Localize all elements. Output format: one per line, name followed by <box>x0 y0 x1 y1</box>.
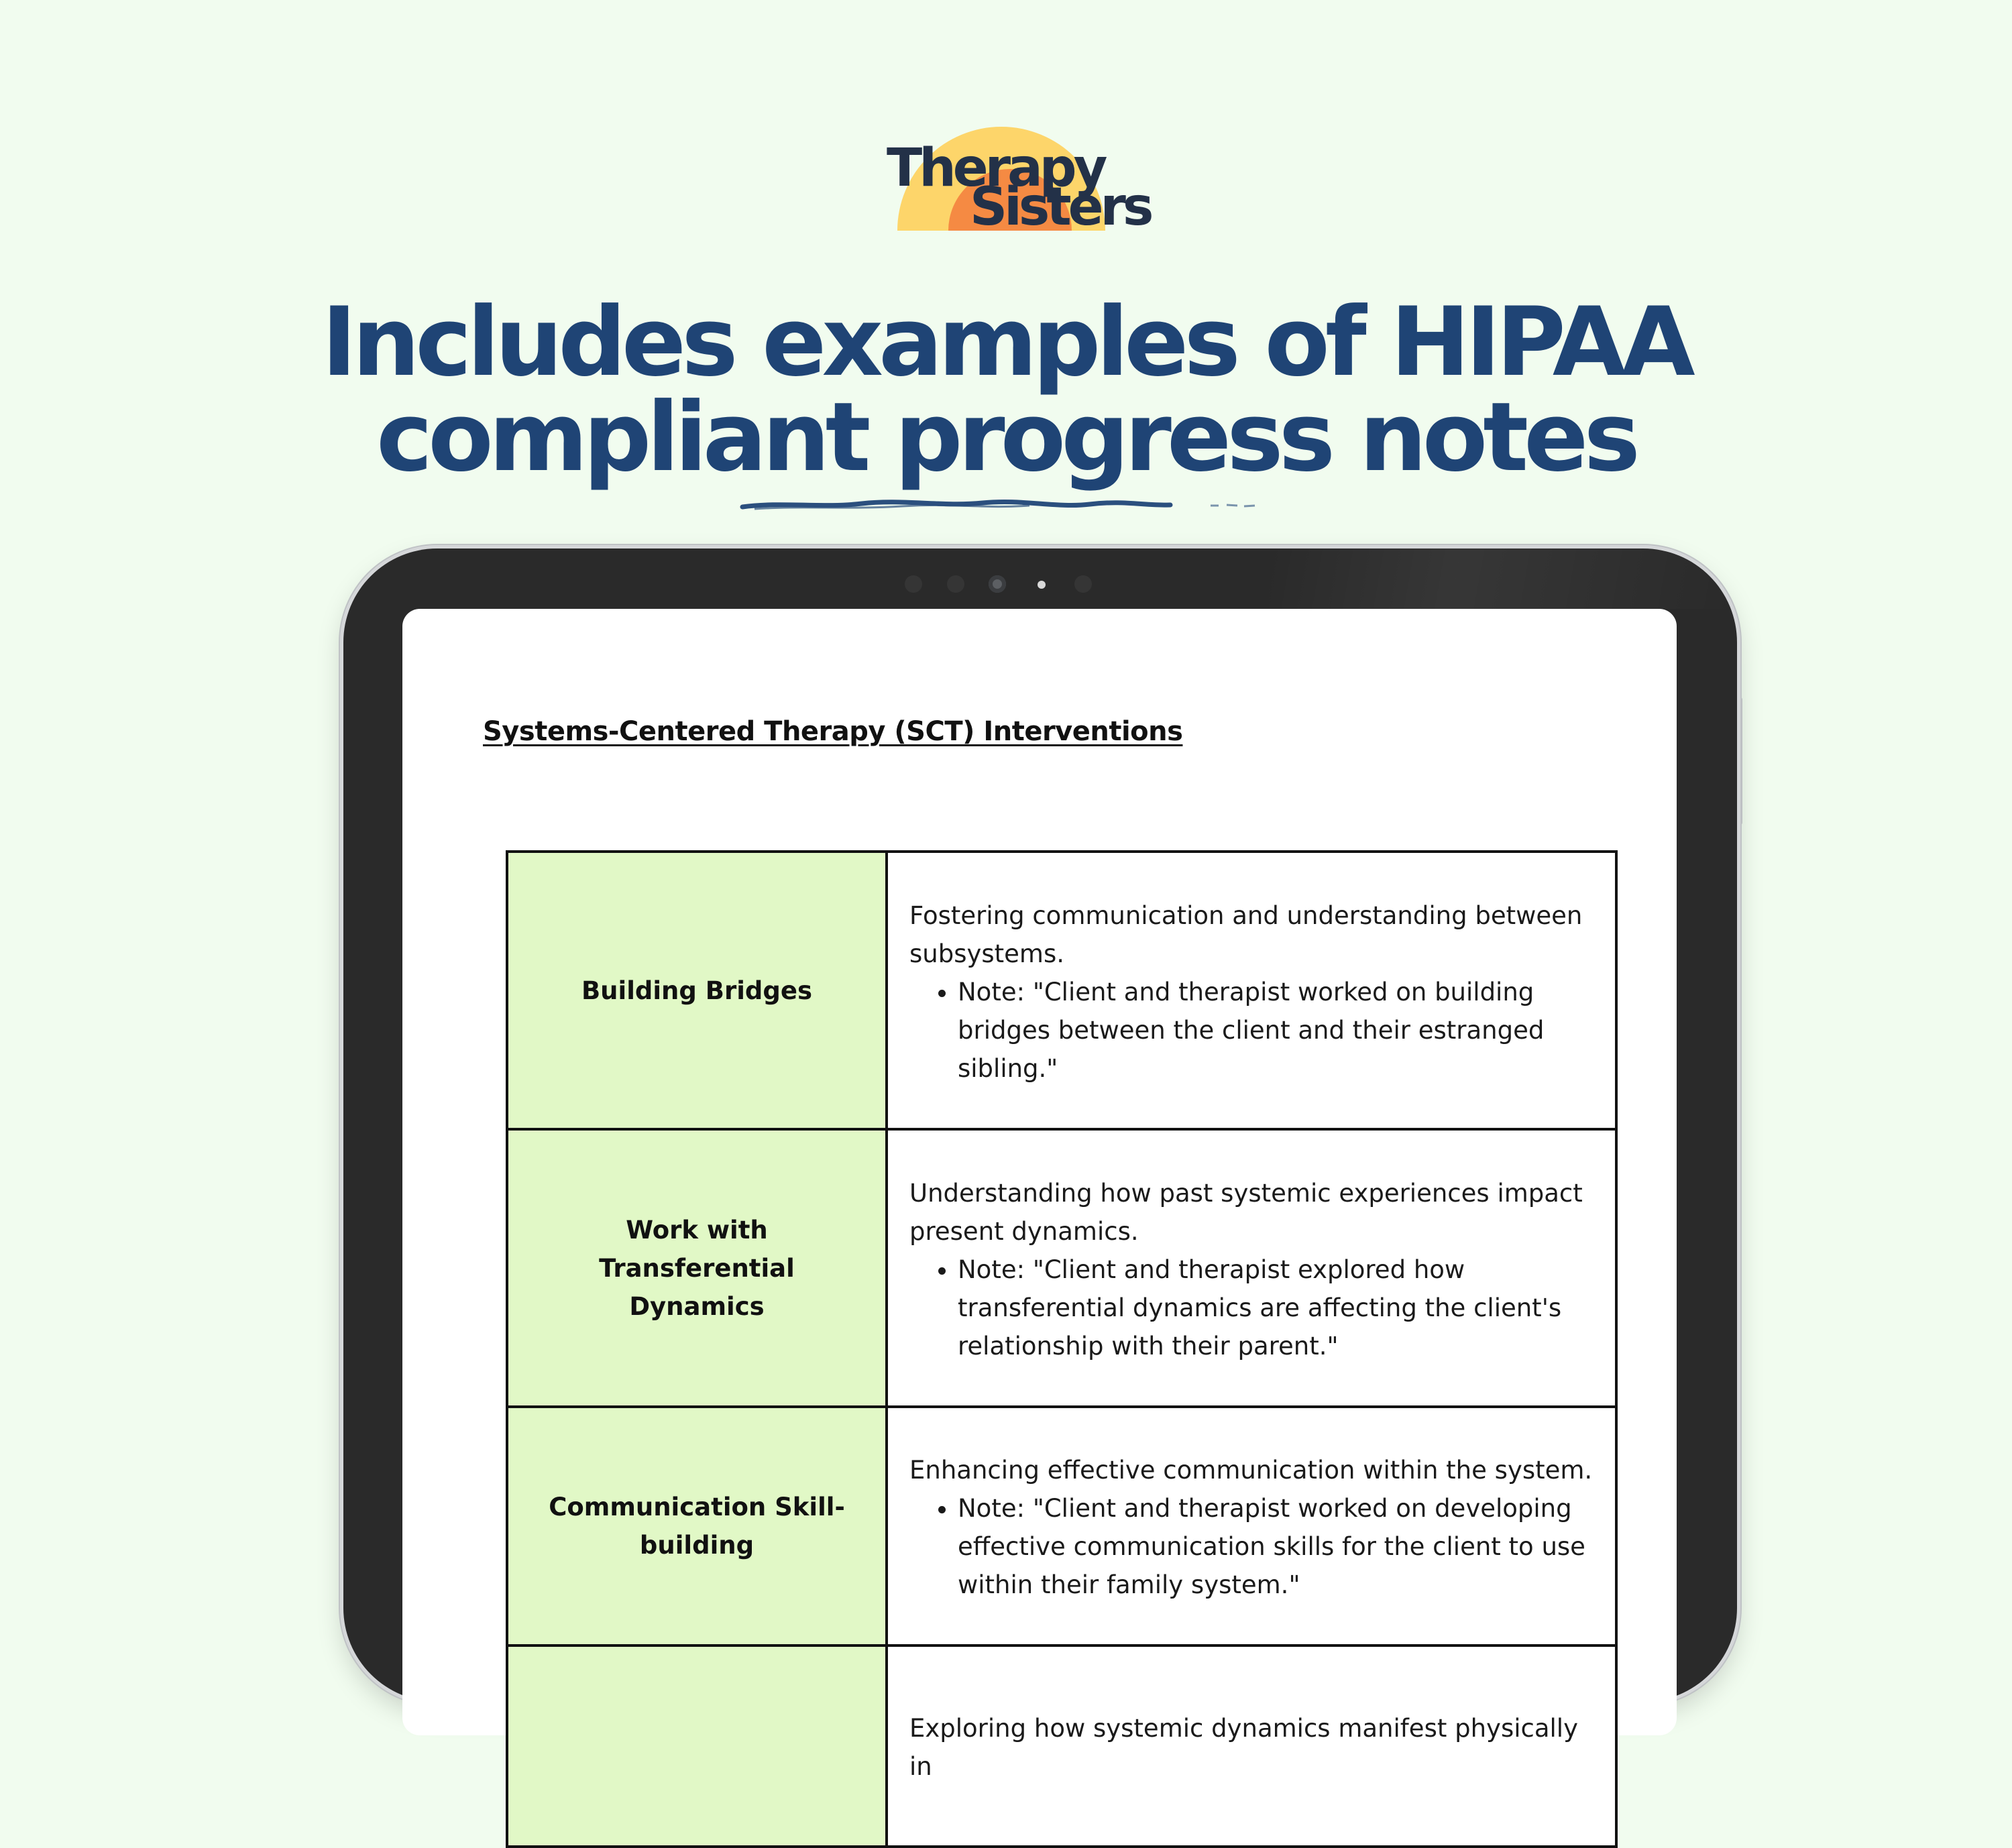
tablet-side-button <box>1738 697 1742 825</box>
intervention-note: • Note: "Client and therapist worked on building bridges between the client and their estranged sibling." <box>958 973 1595 1088</box>
interventions-table <box>506 850 1618 1848</box>
camera-sensor-icon <box>947 575 964 593</box>
intervention-description-cell <box>887 852 1616 1129</box>
intervention-name: Work with Transferential Dynamics <box>507 1129 887 1407</box>
document-title: Systems-Centered Therapy (SCT) Interventions <box>483 716 1183 747</box>
logo-text-therapy: Therapy <box>887 138 1105 198</box>
headline <box>0 287 2012 493</box>
intervention-name: Communication Skill-building <box>507 1407 887 1645</box>
tablet-frame <box>343 548 1737 1781</box>
headline-line-1: Includes examples of HIPAA <box>321 287 1691 398</box>
note-list <box>909 1489 1595 1604</box>
intervention-description-cell <box>887 1129 1616 1407</box>
intervention-description-cell <box>887 1407 1616 1645</box>
table-row <box>507 1407 1616 1645</box>
intervention-description: Enhancing effective communication within the system. <box>909 1456 1593 1485</box>
intervention-description-cell <box>887 1645 1616 1847</box>
tablet-screen <box>402 609 1677 1781</box>
camera-light-icon <box>1038 581 1046 589</box>
intervention-description: Understanding how past systemic experiences impact present dynamics. <box>909 1178 1583 1246</box>
intervention-note: • Note: "Client and therapist explored how transferential dynamics are affecting the client's relationship with their parent." <box>958 1251 1595 1365</box>
note-list <box>909 1251 1595 1365</box>
underline-squiggle-icon <box>741 498 1258 512</box>
table-row <box>507 852 1616 1129</box>
camera-sensor-icon <box>905 575 922 593</box>
logo-text-sisters: Sisters <box>970 177 1151 237</box>
intervention-note: • Note: "Client and therapist worked on developing effective communication skills for the client to use within their family system." <box>958 1489 1595 1604</box>
intervention-name <box>507 1645 887 1847</box>
tablet-sheen <box>1269 548 1738 609</box>
note-list <box>909 973 1595 1088</box>
table-row <box>507 1129 1616 1407</box>
camera-lens-icon <box>989 575 1006 593</box>
intervention-description: Fostering communication and understanding between subsystems. <box>909 901 1583 968</box>
therapy-sisters-logo <box>884 117 1151 237</box>
intervention-description: Exploring how systemic dynamics manifest physically in <box>909 1714 1578 1781</box>
intervention-name: Building Bridges <box>507 852 887 1129</box>
headline-line-2: compliant progress notes <box>376 382 1636 493</box>
camera-sensor-icon <box>1074 575 1092 593</box>
table-row <box>507 1645 1616 1847</box>
